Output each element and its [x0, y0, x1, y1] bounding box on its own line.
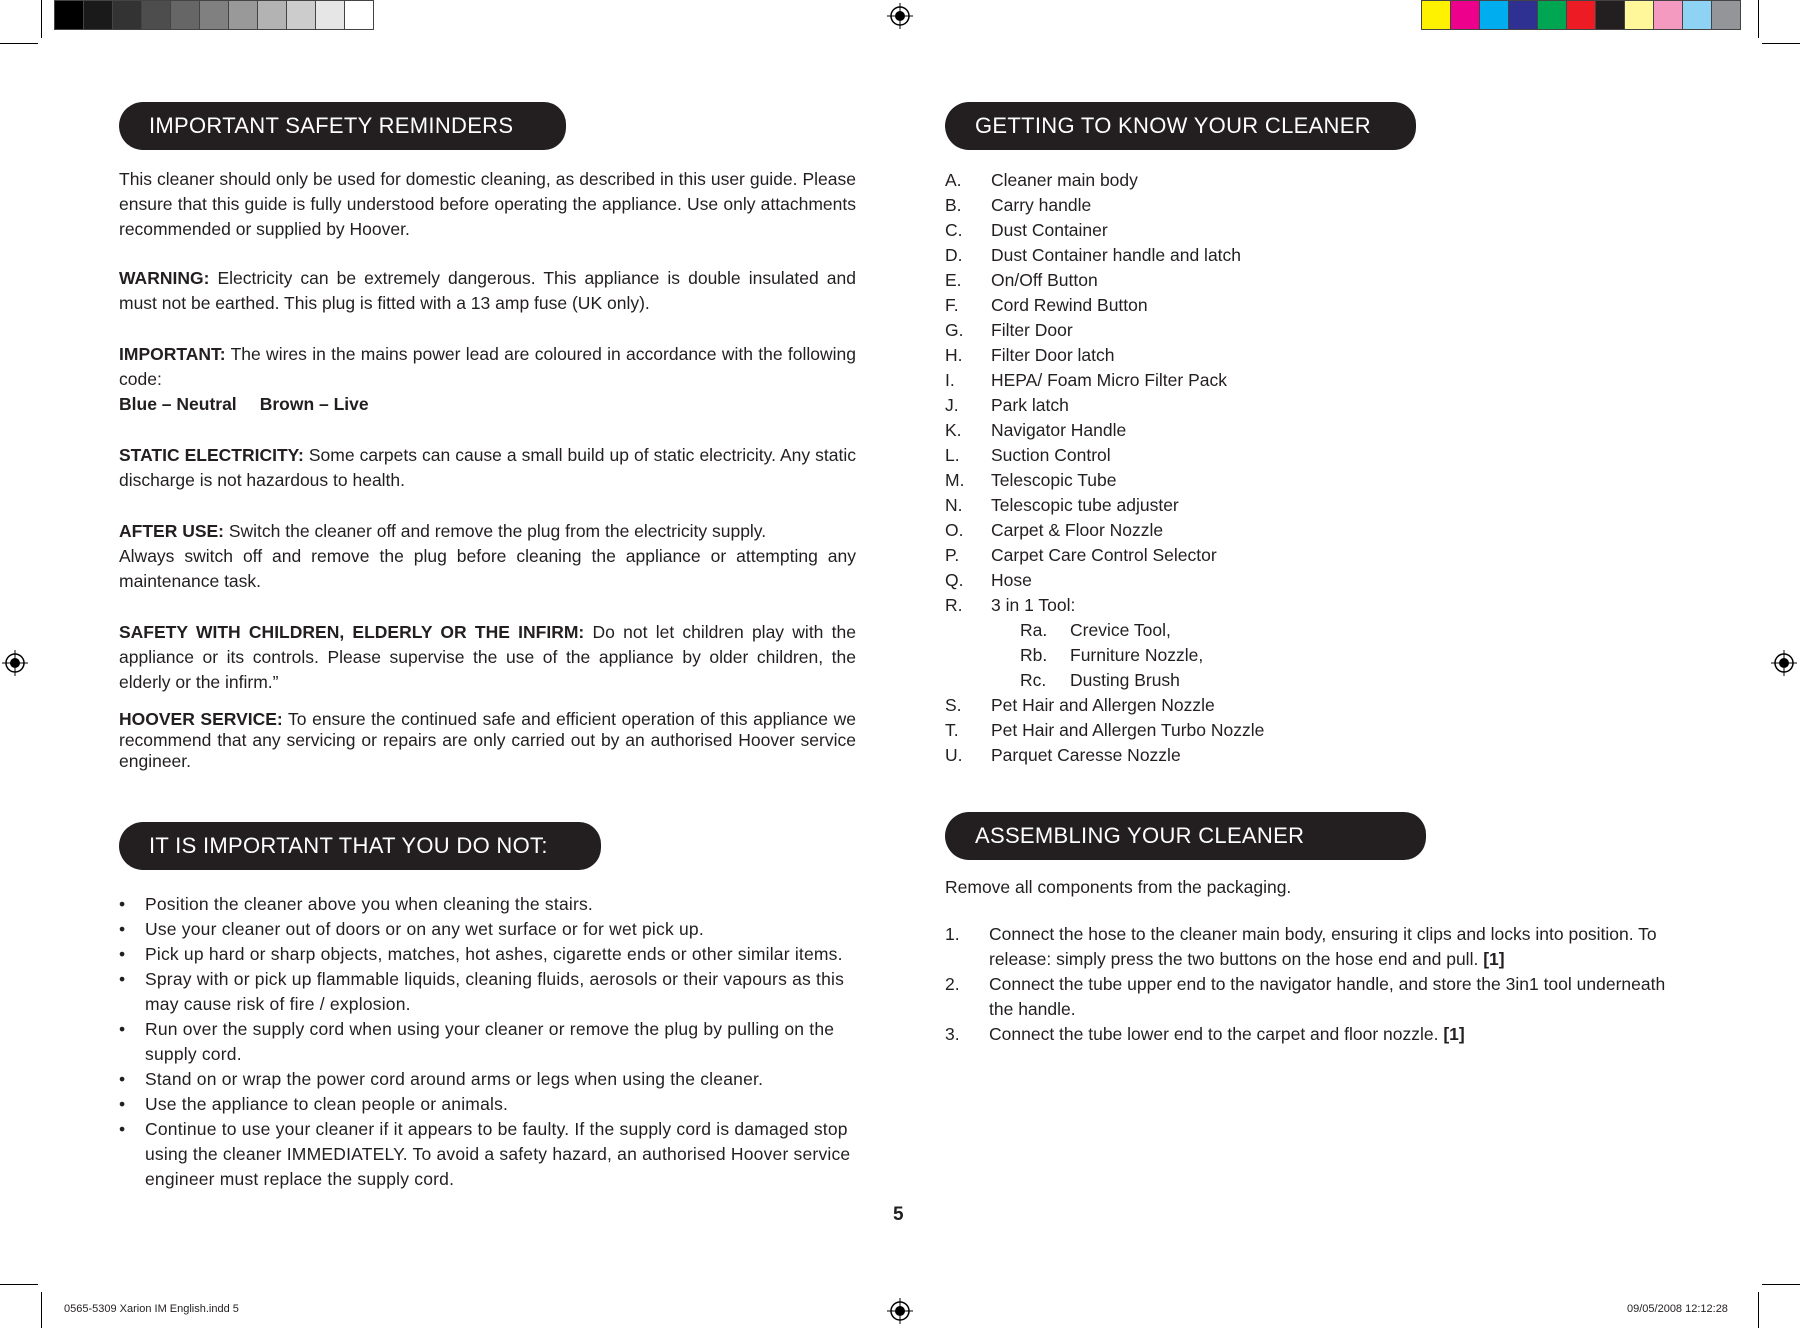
color-swatch — [1653, 0, 1683, 30]
color-swatch — [1508, 0, 1538, 30]
grayscale-swatch — [257, 0, 287, 30]
step-body — [989, 972, 1685, 1022]
grayscale-swatch — [344, 0, 374, 30]
do-not-item — [119, 942, 856, 967]
grayscale-swatch — [199, 0, 229, 30]
part-letter: L. — [945, 445, 960, 465]
safety-reminders-heading: IMPORTANT SAFETY REMINDERS — [119, 102, 566, 150]
step-text: Connect the tube upper end to the navigator handle, and store the 3in1 tool underneath the handle. — [989, 974, 1666, 1019]
part-name: Cord Rewind Button — [991, 295, 1148, 315]
part-item — [945, 743, 1685, 768]
part-item — [945, 418, 1685, 443]
part-name: Filter Door — [991, 320, 1073, 340]
crop-mark — [1758, 1292, 1759, 1328]
part-name: HEPA/ Foam Micro Filter Pack — [991, 370, 1227, 390]
important-paragraph — [119, 342, 856, 392]
color-swatch — [1537, 0, 1567, 30]
warning-text: Electricity can be extremely dangerous. This appliance is double insulated and must not be earthed. This plug is fitted with a 13 amp fuse (UK only). — [119, 268, 856, 313]
part-letter: J. — [945, 395, 959, 415]
part-item — [945, 568, 1685, 593]
part-letter: G. — [945, 320, 964, 340]
grayscale-swatch — [315, 0, 345, 30]
part-item — [945, 193, 1685, 218]
part-item — [945, 368, 1685, 393]
part-item — [945, 393, 1685, 418]
part-item — [945, 293, 1685, 318]
grayscale-swatch — [54, 0, 84, 30]
crop-mark — [41, 0, 42, 38]
step-number: 3. — [945, 1024, 960, 1044]
part-name: 3 in 1 Tool: — [991, 595, 1076, 615]
crop-mark — [1762, 43, 1800, 44]
grayscale-color-bar — [55, 0, 374, 30]
parts-list — [945, 168, 1685, 768]
part-name: Carry handle — [991, 195, 1092, 215]
part-name: Filter Door latch — [991, 345, 1115, 365]
part-item — [945, 218, 1685, 243]
assembly-step — [945, 922, 1685, 972]
static-label: STATIC ELECTRICITY: — [119, 445, 304, 465]
color-swatch — [1682, 0, 1712, 30]
color-swatch — [1421, 0, 1451, 30]
do-not-item — [119, 1017, 856, 1067]
step-text: Connect the tube lower end to the carpet and floor nozzle. — [989, 1024, 1444, 1044]
wire-code — [119, 392, 856, 417]
do-not-item-text: Pick up hard or sharp objects, matches, hot ashes, cigarette ends or other similar items. — [145, 944, 843, 964]
part-letter: E. — [945, 270, 962, 290]
bullet: • — [119, 1069, 126, 1089]
part-letter: Rc. — [1020, 670, 1047, 690]
part-item — [945, 493, 1685, 518]
part-item — [945, 268, 1685, 293]
part-name: Dusting Brush — [1070, 670, 1180, 690]
static-paragraph — [119, 443, 856, 493]
do-not-item — [119, 967, 856, 1017]
do-not-item-text: Run over the supply cord when using your cleaner or remove the plug by pulling on the supply cord. — [145, 1019, 835, 1064]
part-letter: I. — [945, 370, 955, 390]
registration-mark-icon — [887, 1298, 913, 1324]
step-figure-ref: [1] — [1443, 1024, 1465, 1044]
grayscale-swatch — [112, 0, 142, 30]
part-item — [945, 243, 1685, 268]
color-swatch — [1566, 0, 1596, 30]
step-figure-ref: [1] — [1483, 949, 1505, 969]
assembly-step — [945, 1022, 1685, 1047]
do-not-item-text: Spray with or pick up flammable liquids, cleaning fluids, aerosols or their vapours as this may cause risk of fire / explosion. — [145, 969, 845, 1014]
do-not-item-text: Use the appliance to clean people or animals. — [145, 1094, 509, 1114]
part-name: Hose — [991, 570, 1032, 590]
bullet: • — [119, 1119, 126, 1139]
part-letter: F. — [945, 295, 959, 315]
part-letter: S. — [945, 695, 962, 715]
do-not-item — [119, 1092, 856, 1117]
color-swatch — [1624, 0, 1654, 30]
important-label: IMPORTANT: — [119, 344, 226, 364]
page-number: 5 — [893, 1204, 904, 1225]
step-number: 1. — [945, 924, 960, 944]
right-column — [945, 102, 1685, 1047]
crop-mark — [1758, 0, 1759, 38]
service-text: To ensure the continued safe and efficient operation of this appliance we recommend that any servicing or repairs are only carried out by an authorised Hoover service engineer. — [119, 709, 856, 771]
part-name: Furniture Nozzle, — [1070, 645, 1204, 665]
crop-mark — [1762, 1284, 1800, 1285]
color-swatch — [1595, 0, 1625, 30]
part-item — [945, 318, 1685, 343]
part-item — [945, 168, 1685, 193]
after-use-paragraph — [119, 519, 856, 544]
assembling-intro: Remove all components from the packaging. — [945, 877, 1292, 897]
do-not-item-text: Continue to use your cleaner if it appears to be faulty. If the supply cord is damaged stop using the cleaner IMMEDIATELY. To avoid a safety hazard, an authorised Hoover service engineer must replace the supply cord. — [145, 1119, 851, 1189]
do-not-list — [119, 892, 856, 1192]
part-name: Navigator Handle — [991, 420, 1127, 440]
part-item — [945, 468, 1685, 493]
bullet: • — [119, 1094, 126, 1114]
registration-mark-icon — [2, 650, 28, 676]
part-subitem — [945, 618, 1685, 643]
warning-paragraph — [119, 266, 856, 316]
children-paragraph — [119, 620, 856, 695]
part-name: Parquet Caresse Nozzle — [991, 745, 1181, 765]
do-not-item — [119, 892, 856, 917]
safety-intro: This cleaner should only be used for domestic cleaning, as described in this user guide. Please ensure that this guide is fully understood before operating the appliance. Use only attachments recommended or supplied by Hoover. — [119, 169, 856, 239]
children-label: SAFETY WITH CHILDREN, ELDERLY OR THE INFIRM: — [119, 622, 585, 642]
grayscale-swatch — [141, 0, 171, 30]
part-name: Park latch — [991, 395, 1069, 415]
part-name: Dust Container — [991, 220, 1108, 240]
grayscale-swatch — [170, 0, 200, 30]
part-letter: Ra. — [1020, 620, 1048, 640]
step-text: Connect the hose to the cleaner main body, ensuring it clips and locks into position. To release: simply press the two buttons on the hose end and pull. — [989, 924, 1657, 969]
part-letter: K. — [945, 420, 962, 440]
assembling-heading: ASSEMBLING YOUR CLEANER — [945, 812, 1426, 860]
part-letter: A. — [945, 170, 962, 190]
part-letter: B. — [945, 195, 962, 215]
grayscale-swatch — [83, 0, 113, 30]
crop-mark — [0, 1284, 38, 1285]
part-letter: N. — [945, 495, 963, 515]
step-number: 2. — [945, 974, 960, 994]
part-name: Telescopic Tube — [991, 470, 1117, 490]
part-item — [945, 593, 1685, 618]
crop-mark — [41, 1292, 42, 1328]
part-letter: H. — [945, 345, 963, 365]
wire-brown: Brown – Live — [259, 394, 369, 414]
bullet: • — [119, 944, 126, 964]
bullet: • — [119, 969, 126, 989]
do-not-item-text: Position the cleaner above you when cleaning the stairs. — [145, 894, 593, 914]
warning-label: WARNING: — [119, 268, 210, 288]
slug-file-info: 0565-5309 Xarion IM English.indd 5 — [64, 1303, 239, 1315]
part-letter: T. — [945, 720, 959, 740]
part-letter: Q. — [945, 570, 964, 590]
part-letter: U. — [945, 745, 963, 765]
color-swatch — [1450, 0, 1480, 30]
part-name: Pet Hair and Allergen Nozzle — [991, 695, 1215, 715]
important-text: The wires in the mains power lead are coloured in accordance with the following code: — [119, 344, 856, 389]
slug-datetime: 09/05/2008 12:12:28 — [1627, 1303, 1728, 1315]
part-letter: Rb. — [1020, 645, 1048, 665]
part-item — [945, 518, 1685, 543]
part-item — [945, 718, 1685, 743]
after-use-label: AFTER USE: — [119, 521, 224, 541]
part-item — [945, 343, 1685, 368]
assembly-steps — [945, 922, 1685, 1047]
service-paragraph — [119, 709, 856, 772]
part-letter: C. — [945, 220, 963, 240]
part-letter: D. — [945, 245, 963, 265]
left-column — [119, 102, 856, 1192]
part-subitem — [945, 643, 1685, 668]
getting-to-know-heading: GETTING TO KNOW YOUR CLEANER — [945, 102, 1416, 150]
part-letter: M. — [945, 470, 965, 490]
do-not-item — [119, 1067, 856, 1092]
part-name: Suction Control — [991, 445, 1111, 465]
wire-blue: Blue – Neutral — [119, 394, 237, 414]
part-item — [945, 443, 1685, 468]
grayscale-swatch — [286, 0, 316, 30]
do-not-item — [119, 917, 856, 942]
part-subitem — [945, 668, 1685, 693]
bullet: • — [119, 919, 126, 939]
crop-mark — [0, 43, 38, 44]
do-not-item — [119, 1117, 856, 1192]
step-body — [989, 1022, 1465, 1047]
grayscale-swatch — [228, 0, 258, 30]
color-swatch — [1711, 0, 1741, 30]
part-letter: O. — [945, 520, 964, 540]
bullet: • — [119, 894, 126, 914]
children-text: Do not let children play with the appliance or its controls. Please supervise the use of the appliance by older children, the elderly or the infirm.” — [119, 622, 856, 692]
part-name: Crevice Tool, — [1070, 620, 1171, 640]
part-name: Pet Hair and Allergen Turbo Nozzle — [991, 720, 1265, 740]
part-name: Carpet Care Control Selector — [991, 545, 1217, 565]
part-item — [945, 543, 1685, 568]
color-swatch — [1479, 0, 1509, 30]
static-text: Some carpets can cause a small build up of static electricity. Any static discharge is not hazardous to health. — [119, 445, 856, 490]
step-body — [989, 922, 1685, 972]
part-name: Telescopic tube adjuster — [991, 495, 1179, 515]
part-name: Dust Container handle and latch — [991, 245, 1242, 265]
do-not-item-text: Stand on or wrap the power cord around arms or legs when using the cleaner. — [145, 1069, 764, 1089]
assembly-step — [945, 972, 1685, 1022]
after-use-paragraph-2: Always switch off and remove the plug before cleaning the appliance or attempting any maintenance task. — [119, 546, 856, 591]
service-label: HOOVER SERVICE: — [119, 709, 283, 729]
process-color-bar — [1422, 0, 1741, 30]
do-not-heading: IT IS IMPORTANT THAT YOU DO NOT: — [119, 822, 601, 870]
registration-mark-icon — [887, 3, 913, 29]
bullet: • — [119, 1019, 126, 1039]
part-letter: R. — [945, 595, 963, 615]
part-name: Carpet & Floor Nozzle — [991, 520, 1164, 540]
after-use-text: Switch the cleaner off and remove the plug from the electricity supply. — [224, 521, 767, 541]
part-name: On/Off Button — [991, 270, 1098, 290]
part-letter: P. — [945, 545, 960, 565]
part-name: Cleaner main body — [991, 170, 1138, 190]
registration-mark-icon — [1771, 650, 1797, 676]
part-item — [945, 693, 1685, 718]
do-not-item-text: Use your cleaner out of doors or on any wet surface or for wet pick up. — [145, 919, 704, 939]
